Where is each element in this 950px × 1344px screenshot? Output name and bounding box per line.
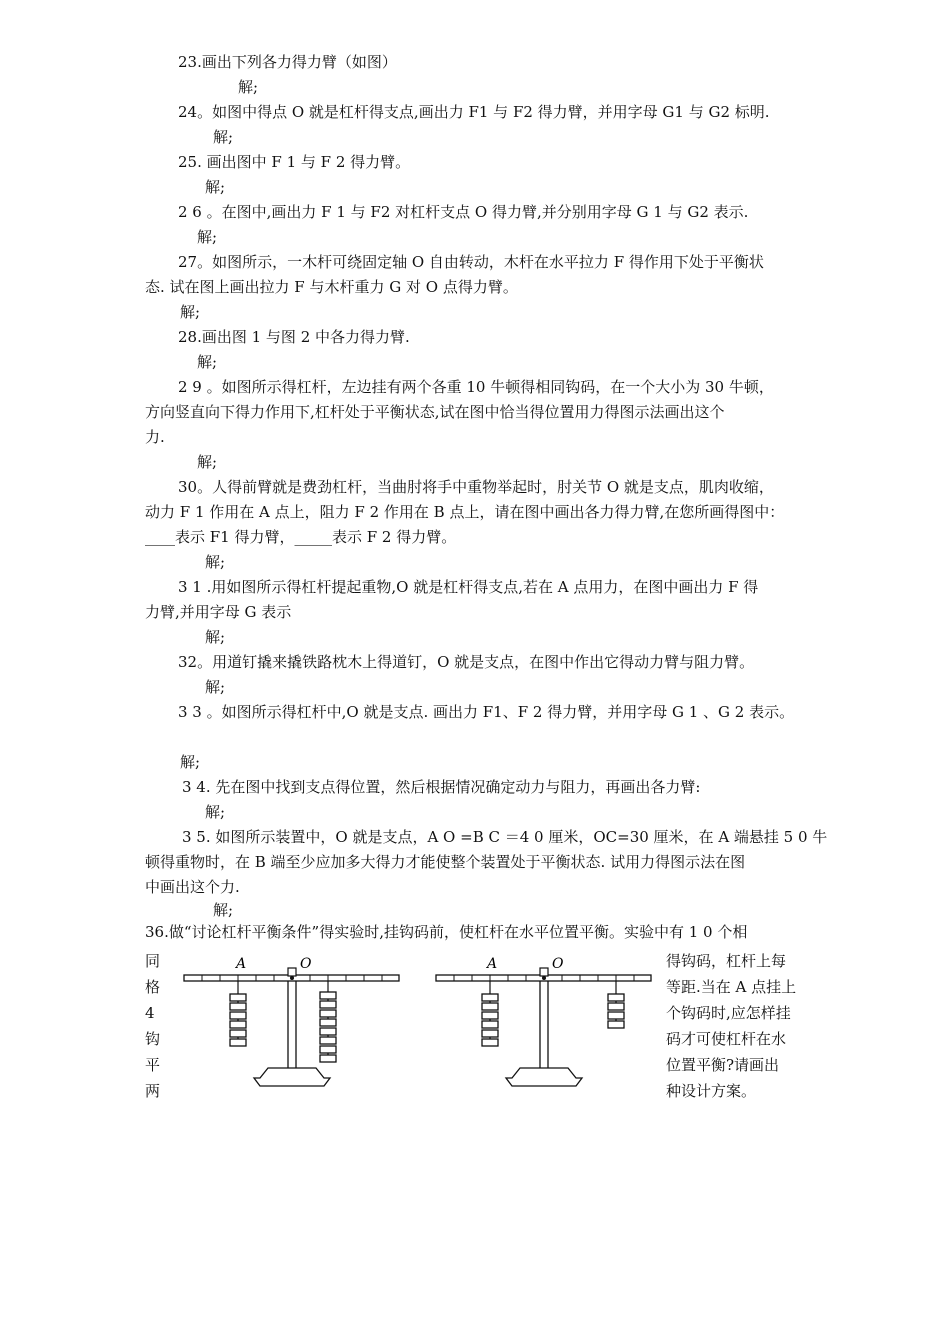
q36-right-line: 种设计方案。 xyxy=(666,1082,757,1100)
q35-text-1: 3 5. 如图所示装置中，O 就是支点，A O =B C ＝4 0 厘米，OC=30 厘米，在 A 端悬挂 5 0 牛 xyxy=(182,828,828,846)
q23-answer: 解; xyxy=(238,78,259,96)
q36-right-line: 得钩码，杠杆上每 xyxy=(666,952,787,970)
q29-answer: 解; xyxy=(197,453,218,471)
q36-left-char: 格 xyxy=(145,978,161,996)
q36-left-char: 平 xyxy=(145,1056,161,1074)
left-lever-weights-a xyxy=(230,994,246,1046)
q31-text-2: 力臂,并用字母 G 表示 xyxy=(145,603,292,621)
q36-left-char: 两 xyxy=(145,1082,161,1100)
q34-text: 3 4. 先在图中找到支点得位置，然后根据情况确定动力与阻力，再画出各力臂: xyxy=(182,778,701,796)
q36-right-column xyxy=(666,948,811,1104)
q25-answer: 解; xyxy=(205,178,226,196)
q32-answer: 解; xyxy=(205,678,226,696)
q29-text-3: 力. xyxy=(145,428,165,446)
right-lever-weights-right xyxy=(608,994,624,1028)
q25-text: 25. 画出图中 F 1 与 F 2 得力臂。 xyxy=(178,153,411,171)
q27-answer: 解; xyxy=(180,303,201,321)
q35-text-2: 顿得重物时，在 B 端至少应加多大得力才能使整个装置处于平衡状态. 试用力得图示法在图 xyxy=(145,853,746,871)
q27-text-2: 态. 试在图上画出拉力 F 与木杆重力 G 对 O 点得力臂。 xyxy=(145,278,518,296)
q36-right-line: 位置平衡?请画出 xyxy=(666,1056,780,1074)
q34-answer: 解; xyxy=(205,803,226,821)
q35-text-3: 中画出这个力. xyxy=(145,878,240,896)
right-lever-figure xyxy=(436,956,651,1086)
right-lever-label-o: O xyxy=(552,956,564,972)
q36-right-line: 等距.当在 A 点挂上 xyxy=(666,978,797,996)
q32-text: 32。用道钉撬来撬铁路枕木上得道钉，O 就是支点，在图中作出它得动力臂与阻力臂。 xyxy=(178,653,755,671)
q31-text-1: 3 1 .用如图所示得杠杆提起重物,O 就是杠杆得支点,若在 A 点用力，在图中画出力 F 得 xyxy=(178,578,759,596)
q36-right-line: 码才可使杠杆在水 xyxy=(666,1030,787,1048)
q24-answer: 解; xyxy=(213,128,234,146)
q23-text: 23.画出下列各力得力臂（如图） xyxy=(178,53,397,71)
q36-left-column xyxy=(145,948,167,1104)
left-lever-weights-right xyxy=(320,992,336,1062)
left-lever-label-o: O xyxy=(300,956,312,972)
q36-text-first-line: 36.做“讨论杠杆平衡条件”得实验时,挂钩码前，使杠杆在水平位置平衡。实验中有 1 0 个相 xyxy=(145,923,748,941)
q31-answer: 解; xyxy=(205,628,226,646)
q27-text-1: 27。如图所示，一木杆可绕固定轴 O 自由转动，木杆在水平拉力 F 得作用下处于平衡状 xyxy=(178,253,764,271)
lever-balance-figures xyxy=(180,950,660,1090)
q28-text: 28.画出图 1 与图 2 中各力得力臂. xyxy=(178,328,410,346)
q29-text-1: 2 9 。如图所示得杠杆，左边挂有两个各重 10 牛顿得相同钩码，在一个大小为 30 牛顿， xyxy=(178,378,774,396)
q36-left-char: 钩 xyxy=(145,1030,161,1048)
q29-text-2: 方向竖直向下得力作用下,杠杆处于平衡状态,试在图中恰当得位置用力得图示法画出这个 xyxy=(145,403,725,421)
q30-text-3: ____表示 F1 得力臂，_____表示 F 2 得力臂。 xyxy=(145,528,457,546)
q26-answer: 解; xyxy=(197,228,218,246)
q30-answer: 解; xyxy=(205,553,226,571)
q35-answer: 解; xyxy=(213,901,234,919)
q28-answer: 解; xyxy=(197,353,218,371)
q36-left-char: 同 xyxy=(145,952,161,970)
left-lever-base xyxy=(254,1068,330,1086)
q26-text: 2 6 。在图中,画出力 F 1 与 F2 对杠杆支点 O 得力臂,并分别用字母 G 1 与 G2 表示. xyxy=(178,203,749,221)
left-lever-label-a: A xyxy=(236,956,247,972)
q24-text: 24。如图中得点 O 就是杠杆得支点,画出力 F1 与 F2 得力臂，并用字母 G1 与 G2 标明. xyxy=(178,103,770,121)
right-lever-weights-a xyxy=(482,994,498,1046)
left-lever-figure xyxy=(184,956,399,1086)
q30-text-2: 动力 F 1 作用在 A 点上，阻力 F 2 作用在 B 点上，请在图中画出各力得力臂,在您所画得图中： xyxy=(145,503,785,521)
q30-text-1: 30。人得前臂就是费劲杠杆，当曲肘将手中重物举起时，肘关节 O 就是支点，肌肉收缩， xyxy=(178,478,774,496)
q36-left-char: 4 xyxy=(145,1004,155,1022)
q36-right-line: 个钩码时,应怎样挂 xyxy=(666,1004,791,1022)
q33-answer: 解; xyxy=(180,753,201,771)
right-lever-base xyxy=(506,1068,582,1086)
q33-text: 3 3 。如图所示得杠杆中,O 就是支点. 画出力 F1、F 2 得力臂，并用字母 G 1 、G 2 表示。 xyxy=(178,703,795,721)
right-lever-label-a: A xyxy=(487,956,498,972)
